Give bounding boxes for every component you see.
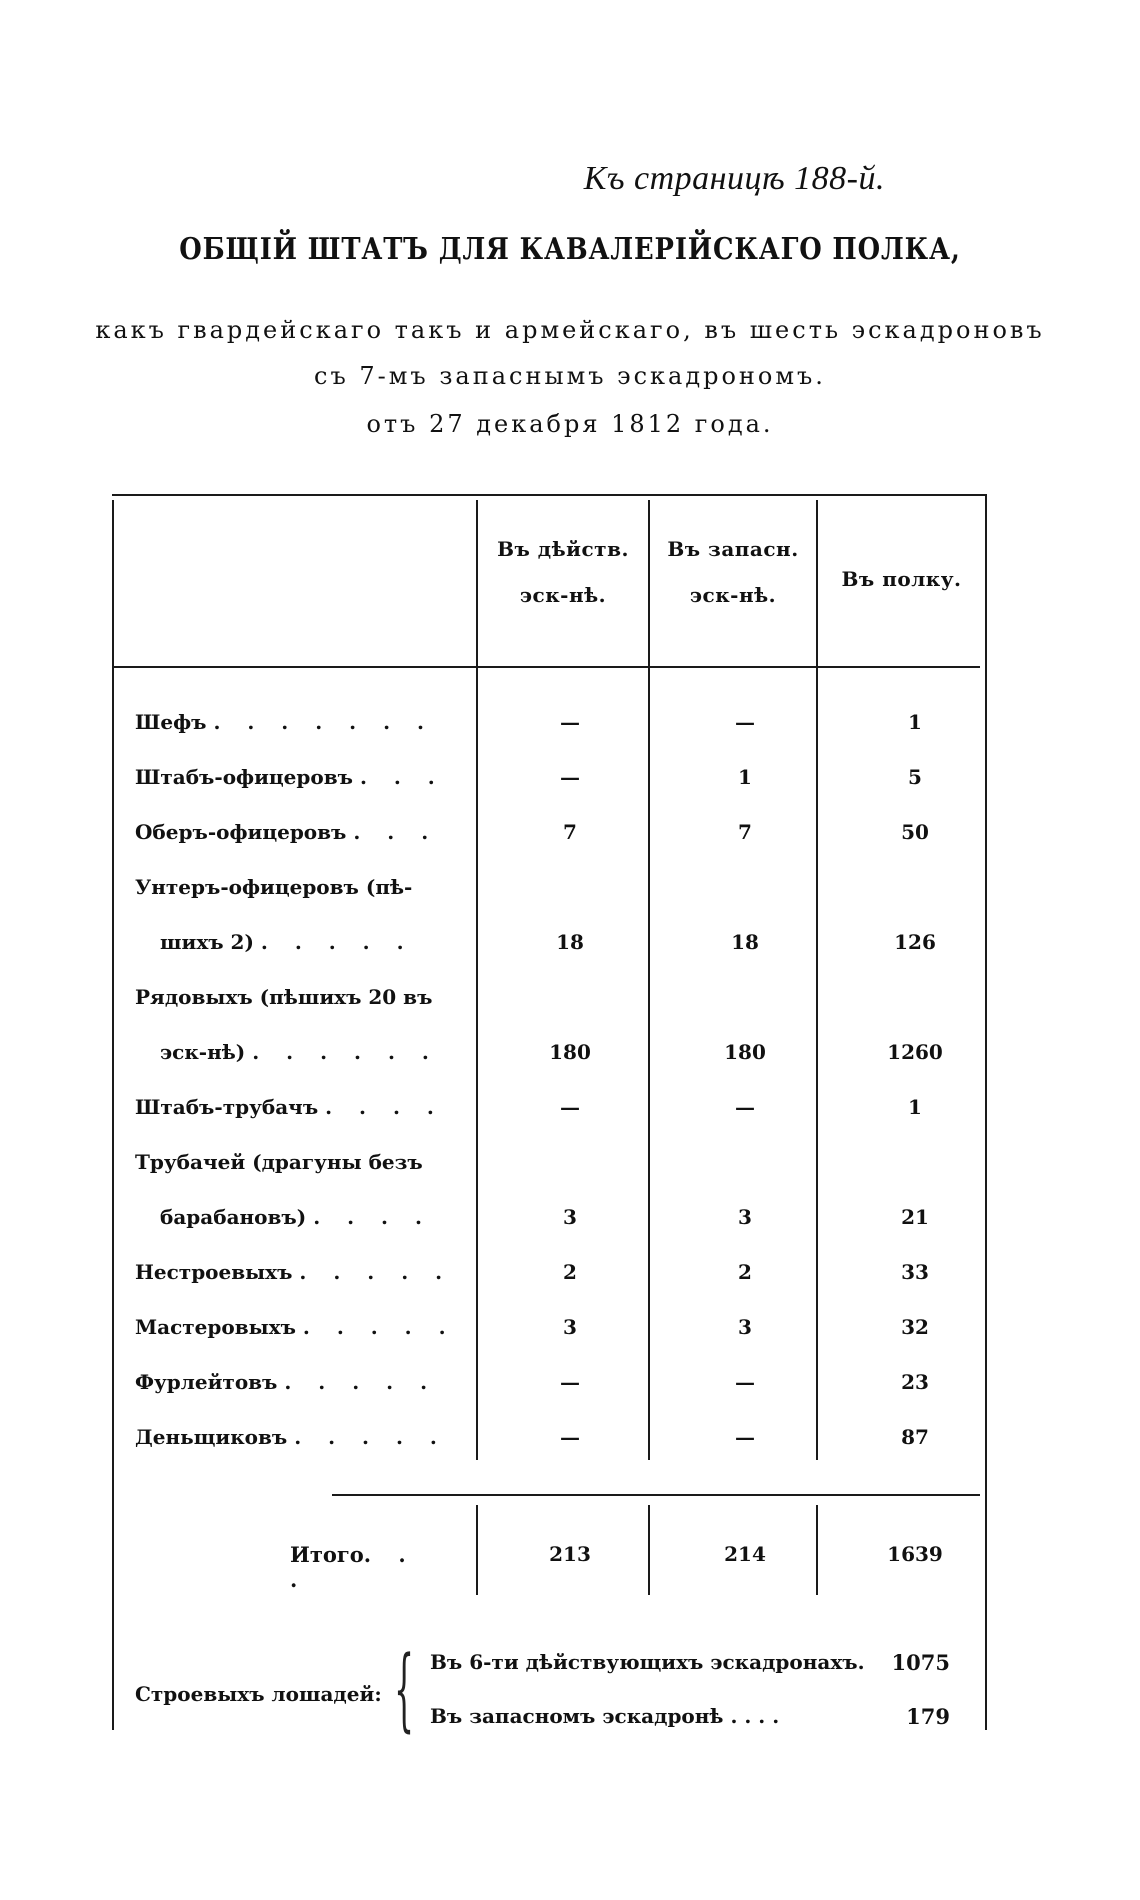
cell-reserve: 2 <box>738 1260 752 1284</box>
header-reserve-squadron <box>650 526 816 618</box>
cell-reserve: 1 <box>738 765 752 789</box>
page-reference: Къ страницѣ 188-й. <box>583 160 885 197</box>
row-label: Штабъ-трубачъ . . . . <box>135 1095 444 1119</box>
row-label: шихъ 2) . . . . . <box>160 930 414 954</box>
cell-active: 3 <box>563 1205 577 1229</box>
table-total-divider <box>332 1494 980 1496</box>
table-left-border <box>112 500 114 1730</box>
cell-active: — <box>560 710 580 734</box>
column-divider-3-total <box>816 1505 818 1595</box>
horses-item-active: Въ 6-ти дѣйствующихъ эскадронахъ. <box>430 1650 865 1674</box>
column-divider-1 <box>476 500 478 1460</box>
header-reserve-line-2: эск-нѣ. <box>689 583 777 607</box>
row-label: барабановъ) . . . . <box>160 1205 432 1229</box>
horses-item-reserve: Въ запасномъ эскадронѣ . . . . <box>430 1704 780 1728</box>
cell-regiment: 21 <box>901 1205 929 1229</box>
cell-reserve: 3 <box>738 1205 752 1229</box>
cell-reserve: — <box>735 1370 755 1394</box>
row-label: эск-нѣ) . . . . . . <box>160 1040 439 1064</box>
cell-regiment: 33 <box>901 1260 929 1284</box>
row-label: Шефъ . . . . . . . <box>135 710 434 734</box>
horses-value-reserve: 179 <box>906 1704 950 1729</box>
header-regiment: Въ полку. <box>841 567 962 591</box>
cell-active: — <box>560 1425 580 1449</box>
cell-regiment: 5 <box>908 765 922 789</box>
cell-active: 3 <box>563 1315 577 1339</box>
row-label-line-1: Унтеръ-офицеровъ (пѣ- <box>135 875 413 899</box>
table-right-border <box>985 494 987 1730</box>
brace-glyph: { <box>394 1637 415 1742</box>
cell-reserve: — <box>735 1425 755 1449</box>
cell-regiment: 126 <box>894 930 936 954</box>
cell-active: — <box>560 1095 580 1119</box>
table-header-divider <box>112 666 980 668</box>
cell-reserve: — <box>735 1095 755 1119</box>
cell-regiment: 23 <box>901 1370 929 1394</box>
column-divider-2-total <box>648 1505 650 1595</box>
cell-regiment: 32 <box>901 1315 929 1339</box>
subtitle-line-2: съ 7-мъ запаснымъ эскадрономъ. <box>314 362 826 390</box>
horses-label: Строевыхъ лошадей: <box>135 1682 382 1706</box>
cell-reserve: 180 <box>724 1040 766 1064</box>
cell-active: 2 <box>563 1260 577 1284</box>
total-active: 213 <box>549 1542 591 1566</box>
column-divider-2 <box>648 500 650 1460</box>
row-label: Мастеровыхъ . . . . . <box>135 1315 456 1339</box>
cell-regiment: 1 <box>908 710 922 734</box>
total-label: Итого. . . <box>290 1542 416 1592</box>
header-active-line-2: эск-нѣ. <box>519 583 607 607</box>
total-reserve: 214 <box>724 1542 766 1566</box>
subtitle-line-1: какъ гвардейскаго такъ и армейскаго, въ шесть эскадроновъ <box>95 316 1045 344</box>
row-label: Нестроевыхъ . . . . . <box>135 1260 453 1284</box>
row-label: Фурлейтовъ . . . . . <box>135 1370 438 1394</box>
table-top-border <box>112 494 987 496</box>
cell-regiment: 87 <box>901 1425 929 1449</box>
cell-regiment: 1260 <box>887 1040 943 1064</box>
cell-reserve: 3 <box>738 1315 752 1339</box>
cell-active: 7 <box>563 820 577 844</box>
cell-active: 18 <box>556 930 584 954</box>
row-label: Штабъ-офицеровъ . . . <box>135 765 445 789</box>
header-reserve-line-1: Въ запасн. <box>667 537 799 561</box>
cell-reserve: 18 <box>731 930 759 954</box>
cell-reserve: 7 <box>738 820 752 844</box>
column-divider-3 <box>816 500 818 1460</box>
cell-reserve: — <box>735 710 755 734</box>
row-label: Деньщиковъ . . . . . <box>135 1425 447 1449</box>
header-active-line-1: Въ дѣйств. <box>497 537 629 561</box>
cell-regiment: 50 <box>901 820 929 844</box>
subtitle-line-3: отъ 27 декабря 1812 года. <box>366 410 774 438</box>
document-title: ОБЩІЙ ШТАТЪ ДЛЯ КАВАЛЕРІЙСКАГО ПОЛКА, <box>179 232 961 267</box>
row-label: Оберъ-офицеровъ . . . <box>135 820 439 844</box>
cell-active: — <box>560 1370 580 1394</box>
cell-regiment: 1 <box>908 1095 922 1119</box>
header-active-squadron <box>478 526 648 618</box>
cell-active: 180 <box>549 1040 591 1064</box>
total-regiment: 1639 <box>887 1542 943 1566</box>
horses-value-active: 1075 <box>891 1650 950 1675</box>
column-divider-1-total <box>476 1505 478 1595</box>
row-label-line-1: Трубачей (драгуны безъ <box>135 1150 423 1174</box>
cell-active: — <box>560 765 580 789</box>
row-label-line-1: Рядовыхъ (пѣшихъ 20 въ <box>135 985 433 1009</box>
